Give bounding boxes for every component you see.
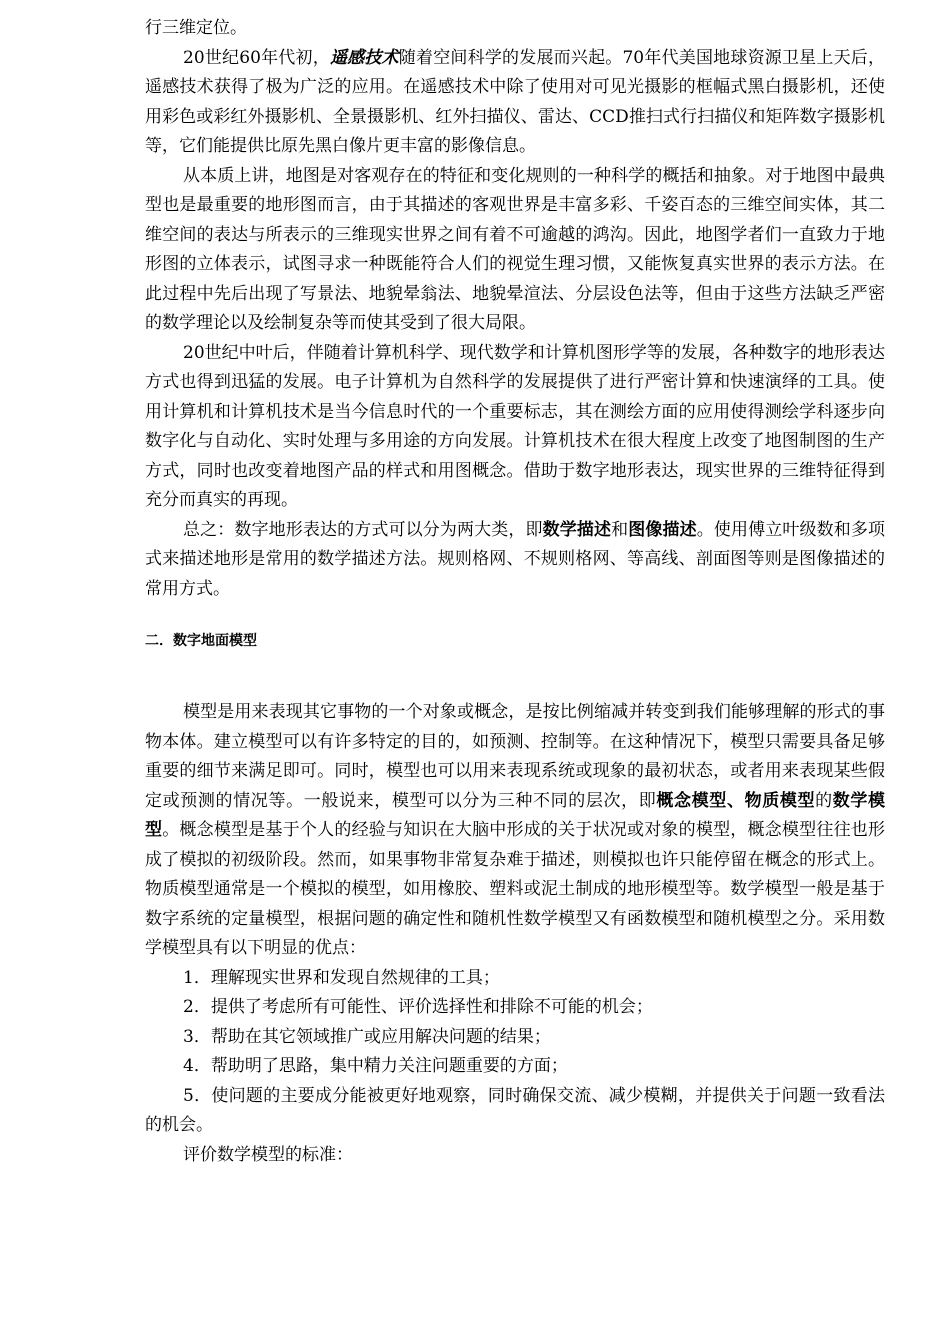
paragraph-continuation: 行三维定位。	[145, 18, 247, 38]
term-math-model: 数学模型	[145, 790, 886, 840]
paragraph-map-essence: 从本质上讲，地图是对客观存在的特征和变化规则的一种科学的概括和抽象。对于地图中最典型也是最重要的地形图而言，由于其描述的客观世界是丰富多彩、千姿百态的三维空间实体，其二维空间的表达与所表示的三维现实世界之间有着不可逾越的鸿沟。因此，地图学者们一直致力于地形图的立体表示，试图寻求一种既能符合人们的视觉生理习惯，又能恢复真实世界的表示方法。在此过程中先后出现了写景法、地貌晕翁法、地貌晕渲法、分层设色法等，但由于这些方法缺乏严密的数学理论以及绘制复杂等而使其受到了很大局限。	[145, 165, 885, 333]
text: 的	[815, 790, 833, 811]
text: 总之：数字地形表达的方式可以分为两大类，即	[183, 519, 543, 540]
section-heading: 二．数字地面模型	[145, 633, 257, 649]
list-item: 1．理解现实世界和发现自然规律的工具；	[183, 967, 500, 988]
document-page	[145, 14, 885, 1170]
paragraph-summary	[145, 516, 885, 605]
list-item: 5．使问题的主要成分能被更好地观察，同时确保交流、减少模糊，并提供关于问题一致看法的机会。	[145, 1085, 885, 1135]
list-item: 4．帮助明了思路，集中精力关注问题重要的方面；	[183, 1056, 568, 1076]
paragraph-evaluation-criteria: 评价数学模型的标准：	[183, 1144, 353, 1165]
term-math-description: 数学描述	[542, 519, 612, 540]
list-item: 3．帮助在其它领域推广或应用解决问题的结果；	[183, 1026, 551, 1047]
text: 20世纪60年代初，	[183, 47, 330, 68]
term-image-description: 图像描述	[628, 519, 697, 540]
paragraph-model-definition	[145, 698, 885, 964]
term-material-model: 物质模型	[744, 790, 816, 811]
term-concept-model: 概念模型	[656, 790, 727, 811]
emphasis-remote-sensing: 遥感技术	[329, 47, 399, 68]
text: 、	[726, 790, 745, 811]
list-item: 2．提供了考虑所有可能性、评价选择性和排除不可能的机会；	[183, 997, 653, 1017]
text: 和	[611, 519, 629, 540]
paragraph-remote-sensing	[145, 44, 885, 162]
text: 模型是用来表现其它事物的一个对象或概念，是按比例缩减并转变到我们能够理解的形式的事物本体。建立模型可以有许多特定的目的，如预测、控制等。在这种情况下，模型只需要具备足够重要的细节来满足即可。同时，模型也可以用来表现系统或现象的最初状态，或者用来表现某些假定或预测的情况等。一般说来，模型可以分为三种不同的层次，即	[145, 702, 885, 811]
spacer	[145, 656, 885, 698]
text: 随着空间科学的发展而兴起。70年代美国地球资源卫星上天后，遥感技术获得了极为广泛的应用。在遥感技术中除了使用对可见光摄影的框幅式黑白摄影机，还使用彩色或彩红外摄影机、全景摄影机、红外扫描仪、雷达、CCD推扫式行扫描仪和矩阵数字摄影机等，它们能提供比原先黑白像片更丰富的影像信息。	[145, 47, 886, 156]
text: 。使用傅立叶级数和多项式来描述地形是常用的数学描述方法。规则格网、不规则格网、等高线、剖面图等则是图像描述的常用方式。	[145, 519, 885, 599]
paragraph-computer-development: 20世纪中叶后，伴随着计算机科学、现代数学和计算机图形学等的发展，各种数字的地形表达方式也得到迅猛的发展。电子计算机为自然科学的发展提供了进行严密计算和快速演绎的工具。使用计算机和计算机技术是当今信息时代的一个重要标志，其在测绘方面的应用使得测绘学科逐步向数字化与自动化、实时处理与多用途的方向发展。计算机技术在很大程度上改变了地图制图的生产方式，同时也改变着地图产品的样式和用图概念。借助于数字地形表达，现实世界的三维特征得到充分而真实的再现。	[145, 342, 885, 510]
text: 。概念模型是基于个人的经验与知识在大脑中形成的关于状况或对象的模型，概念模型往往也形成了模拟的初级阶段。然而，如果事物非常复杂难于描述，则模拟也许只能停留在概念的形式上。物质模型通常是一个模拟的模型，如用橡胶、塑料或泥土制成的地形模型等。数学模型一般是基于数字系统的定量模型，根据问题的确定性和随机性数学模型又有函数模型和随机模型之分。采用数学模型具有以下明显的优点：	[145, 820, 886, 958]
